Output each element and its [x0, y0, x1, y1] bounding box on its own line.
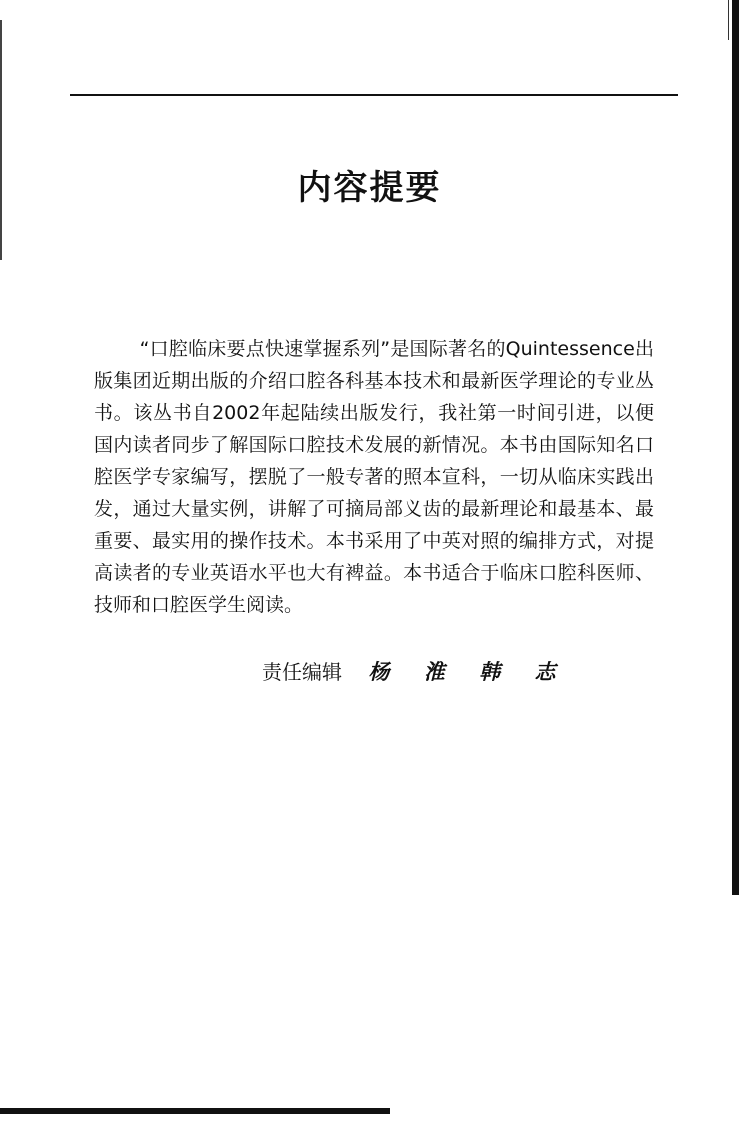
- header-rule: [70, 94, 678, 96]
- summary-paragraph: “口腔临床要点快速掌握系列”是国际著名的Quintessence出版集团近期出版的介绍口腔各科基本技术和最新医学理论的专业丛书。该丛书自2002年起陆续出版发行，我社第一时间引进，以便国内读者同步了解国际口腔技术发展的新情况。本书由国际知名口腔医学专家编写，摆脱了一般专著的照本宣科，一切从临床实践出发，通过大量实例，讲解了可摘局部义齿的最新理论和最基本、最重要、最实用的操作技术。本书采用了中英对照的编排方式，对提高读者的专业英语水平也大有裨益。本书适合于临床口腔科医师、技师和口腔医学生阅读。: [94, 338, 654, 616]
- responsible-editors: [262, 656, 583, 686]
- editors-label: 责任编辑: [262, 660, 342, 684]
- scan-edge-right: [732, 0, 739, 895]
- page-title: 内容提要: [297, 168, 442, 208]
- editor-name-4: 志: [534, 659, 556, 684]
- summary-body: [94, 333, 654, 621]
- scan-edge-mark: [728, 0, 729, 40]
- editor-name-2: 淮: [423, 659, 445, 684]
- editor-name-3: 韩: [479, 659, 501, 684]
- scan-edge-left: [0, 20, 2, 260]
- scan-bottom-bar: [0, 1108, 390, 1114]
- editor-name-1: 杨: [368, 659, 390, 684]
